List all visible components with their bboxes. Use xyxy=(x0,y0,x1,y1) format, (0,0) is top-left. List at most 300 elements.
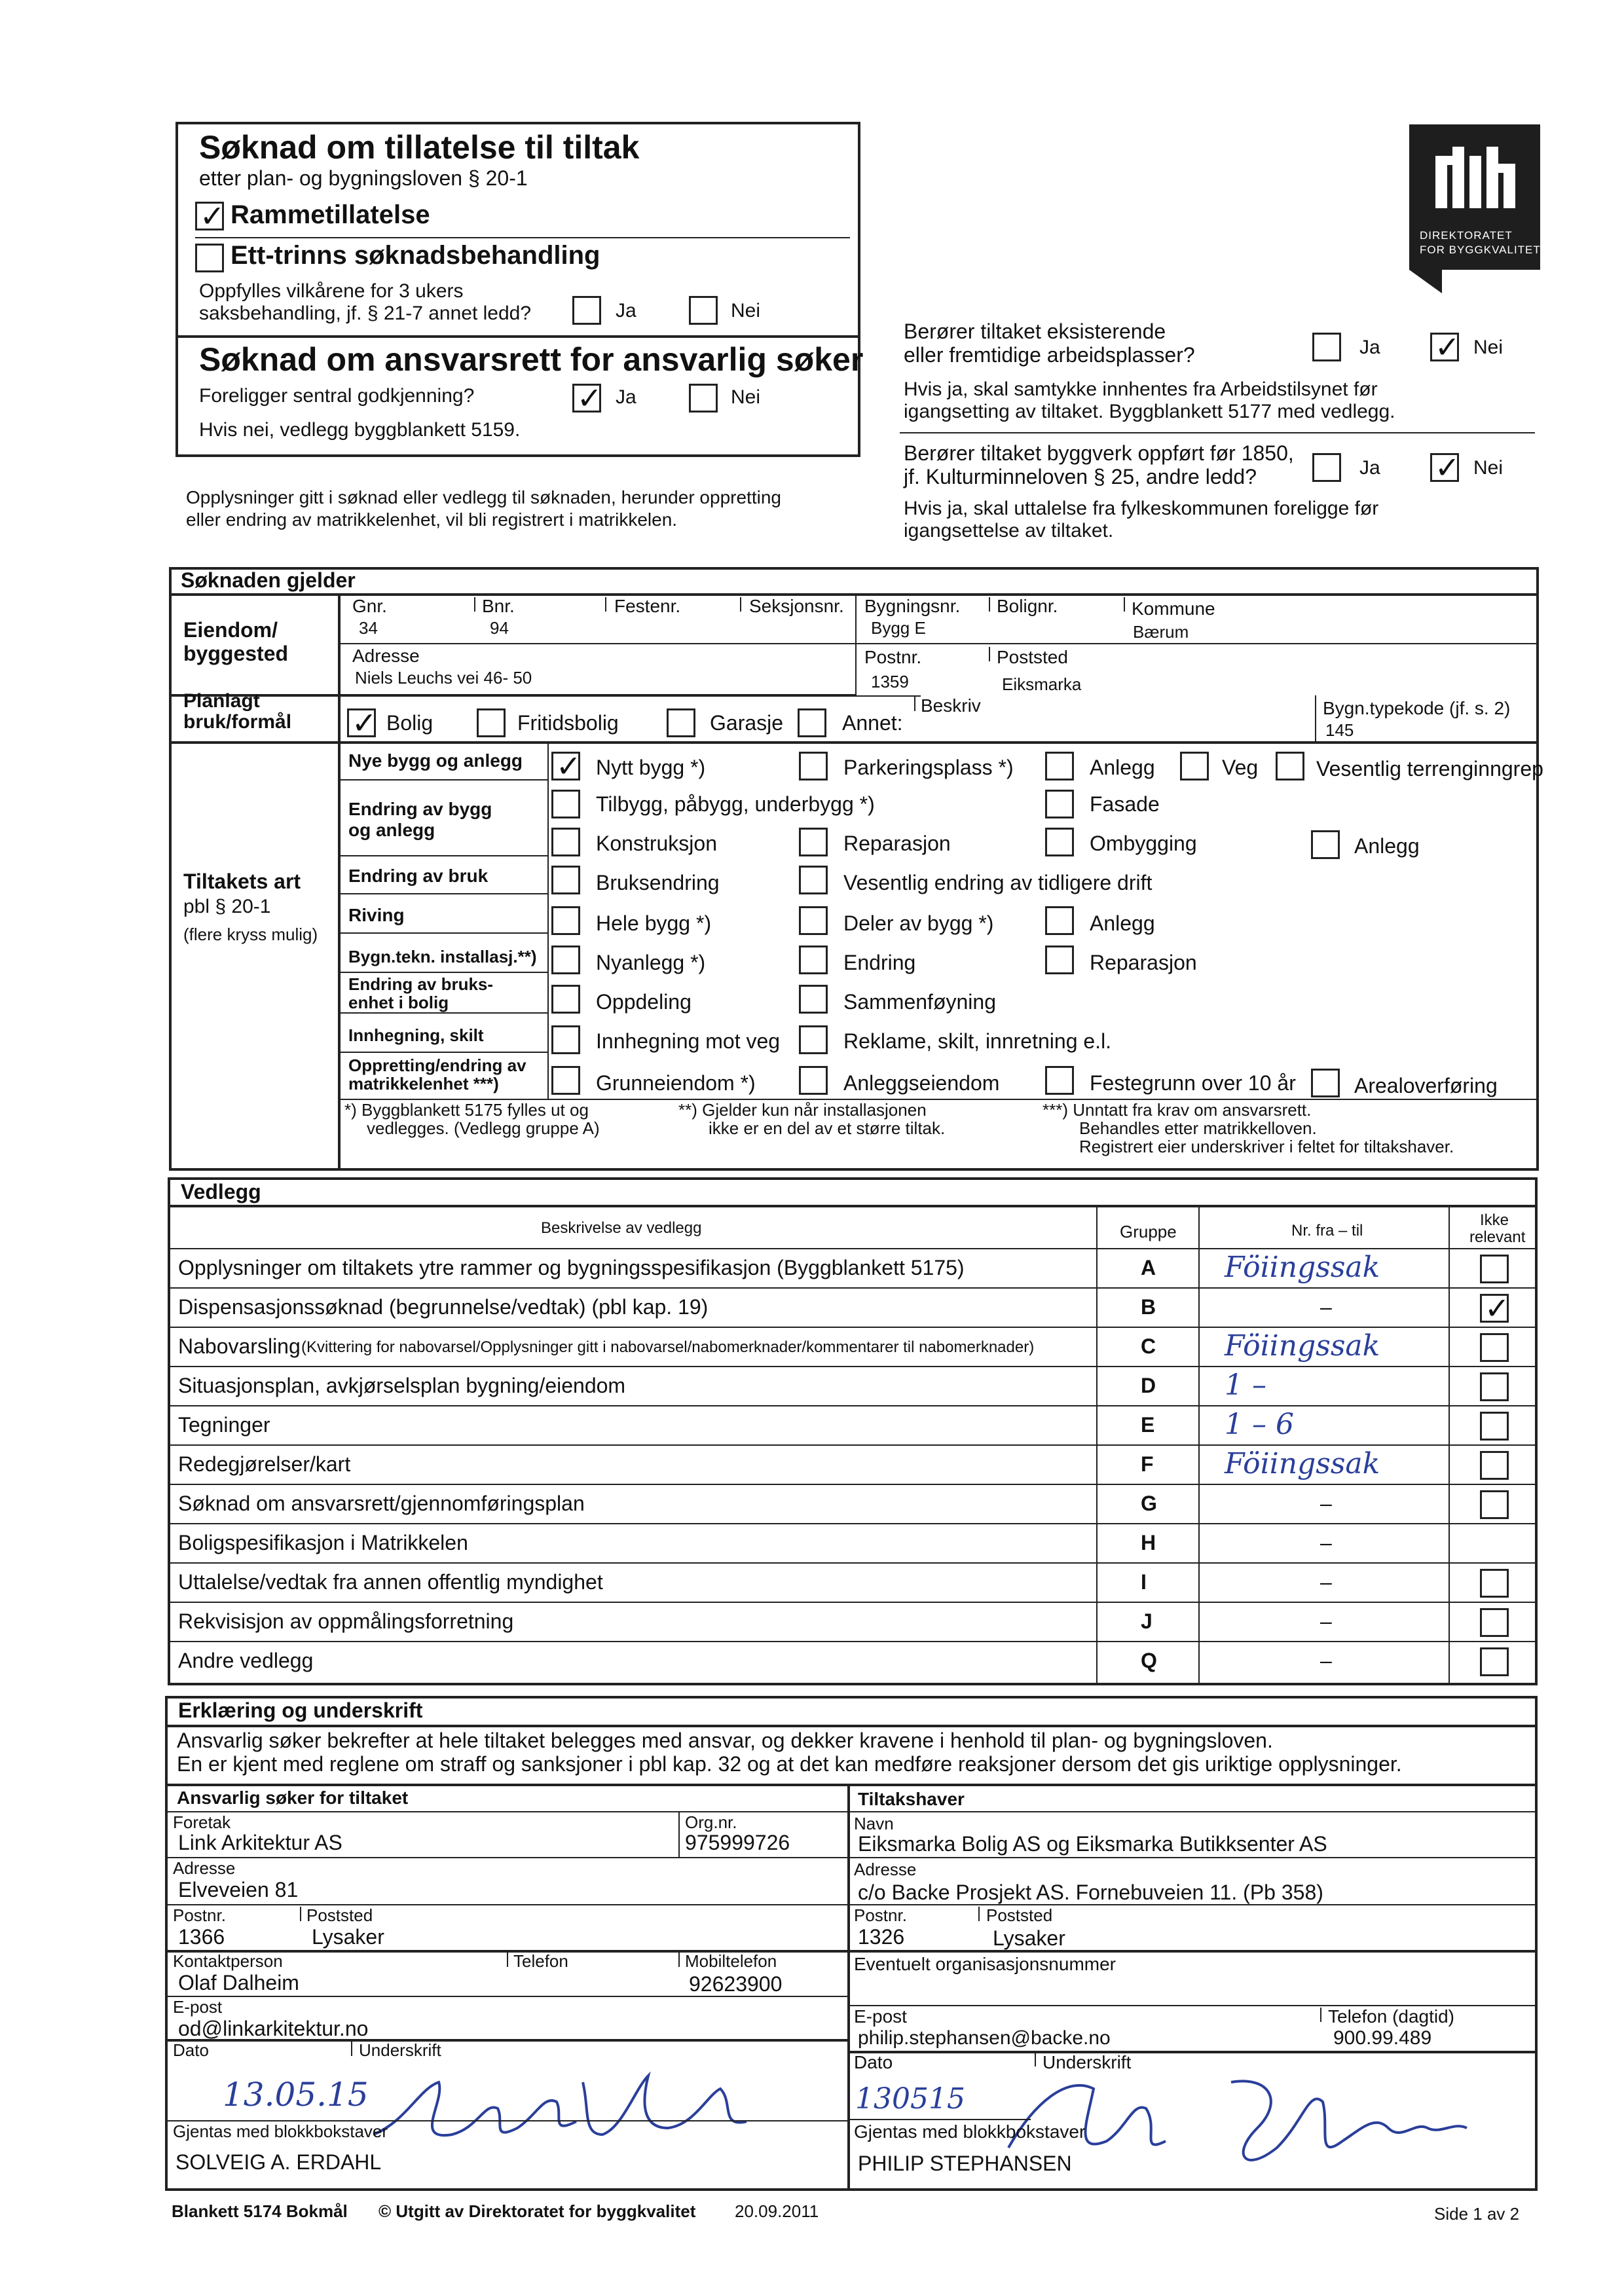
vedlegg-nr[interactable]: Föiingssak xyxy=(1225,1447,1380,1480)
vedlegg-nr[interactable]: – xyxy=(1320,1295,1332,1319)
page-title: Søknad om tillatelse til tiltak xyxy=(199,129,640,166)
epost-value[interactable]: od@linkarkitektur.no xyxy=(178,2017,369,2040)
divider xyxy=(847,1904,1538,1905)
th-underskrift-label: Underskrift xyxy=(1043,2052,1132,2072)
vedlegg-group: C xyxy=(1141,1334,1156,1358)
vedlegg-not-relevant-checkbox[interactable] xyxy=(1480,1451,1509,1480)
gjentas-value[interactable]: SOLVEIG A. ERDAHL xyxy=(175,2150,382,2174)
logo-text-2: FOR BYGGKVALITET xyxy=(1420,244,1541,256)
konstruksjon-label: Konstruksjon xyxy=(596,832,717,855)
reparasjon-label: Reparasjon xyxy=(843,832,951,855)
divider xyxy=(1315,695,1316,741)
adresse-value[interactable]: Niels Leuchs vei 46- 50 xyxy=(355,668,532,688)
divider xyxy=(855,593,857,697)
logo xyxy=(1409,124,1540,270)
garasje-label: Garasje xyxy=(710,711,784,735)
oppfylles-nei-label: Nei xyxy=(731,300,761,321)
bruksendring-checkbox[interactable] xyxy=(551,866,580,894)
footer-form-id: Blankett 5174 Bokmål xyxy=(172,2201,348,2221)
vedlegg-desc: Dispensasjonssøknad (begrunnelse/vedtak) (pbl kap. 19) xyxy=(178,1295,709,1319)
divider xyxy=(338,932,547,934)
bygntype-value[interactable]: 145 xyxy=(1325,720,1354,740)
divider xyxy=(914,697,915,711)
vedlegg-desc: Nabovarsling xyxy=(178,1334,301,1358)
tilbygg-checkbox[interactable] xyxy=(551,790,580,818)
vedlegg-desc: Situasjonsplan, avkjørselsplan bygning/eiendom xyxy=(178,1374,626,1397)
poststed-value[interactable]: Eiksmarka xyxy=(1002,674,1082,694)
tiltak-label-1: Tiltakets art xyxy=(183,870,301,893)
q1-nei-checkbox[interactable] xyxy=(1430,333,1459,361)
vedlegg-not-relevant-checkbox[interactable] xyxy=(1480,1412,1509,1441)
bnr-label: Bnr. xyxy=(482,596,515,616)
divider xyxy=(978,1907,980,1921)
divider xyxy=(338,1052,547,1053)
oppdeling-label: Oppdeling xyxy=(596,990,692,1014)
erklaering-line2: En er kjent med reglene om straff og sanksjoner i pbl kap. 32 og at det kan medføre reaksjoner dersom det gis uriktige opplysninger. xyxy=(177,1752,1402,1776)
garasje-checkbox[interactable] xyxy=(667,708,695,737)
vedlegg-nr[interactable]: – xyxy=(1320,1609,1332,1633)
kommune-label: Kommune xyxy=(1132,598,1215,619)
q2-note-line1: Hvis ja, skal uttalelse fra fylkeskommunen foreligge før xyxy=(904,498,1379,519)
vedlegg-nr[interactable]: – xyxy=(1320,1492,1332,1515)
divider xyxy=(989,597,990,612)
opplysninger-line2: eller endring av matrikkelenhet, vil bli registrert i matrikkelen. xyxy=(186,509,678,530)
q2-nei-label: Nei xyxy=(1473,457,1504,479)
fritidsbolig-checkbox[interactable] xyxy=(477,708,506,737)
ett-trinns-checkbox[interactable] xyxy=(195,244,224,272)
divider xyxy=(168,1444,1538,1446)
sok-title: Ansvarlig søker for tiltaket xyxy=(177,1788,409,1808)
veg-label: Veg xyxy=(1222,756,1259,779)
divider xyxy=(168,1287,1538,1289)
hele-bygg-label: Hele bygg *) xyxy=(596,911,712,935)
rammetillatelse-checkbox[interactable] xyxy=(195,202,224,230)
epost-label: E-post xyxy=(173,1997,223,2017)
vedlegg-title: Vedlegg xyxy=(181,1180,261,1203)
arealoverforing-label: Arealoverføring xyxy=(1354,1074,1498,1097)
vedlegg-not-relevant-checkbox[interactable] xyxy=(1480,1372,1509,1401)
anlegg-riving-label: Anlegg xyxy=(1090,911,1155,935)
festegrunn-label: Festegrunn over 10 år xyxy=(1090,1071,1296,1095)
dato-label: Dato xyxy=(173,2040,209,2060)
endring-bruks-label-1: Endring av bruks- xyxy=(348,974,494,994)
parkeringsplass-checkbox[interactable] xyxy=(799,752,828,780)
th-tlf-value[interactable]: 900.99.489 xyxy=(1333,2027,1432,2049)
vedlegg-nr[interactable]: 1 – 6 xyxy=(1225,1408,1294,1441)
th-poststed-label: Poststed xyxy=(986,1905,1053,1925)
vedlegg-desc: Søknad om ansvarsrett/gjennomføringsplan xyxy=(178,1492,585,1515)
divider xyxy=(165,1725,1538,1727)
innhegning-veg-checkbox[interactable] xyxy=(551,1025,580,1054)
divider xyxy=(168,1405,1538,1406)
sentral-nei-label: Nei xyxy=(731,386,761,408)
signature-left xyxy=(367,2063,773,2161)
divider xyxy=(847,1950,1538,1953)
divider xyxy=(1124,597,1125,612)
divider xyxy=(165,1996,847,1997)
tiltak-label-2: pbl § 20-1 xyxy=(183,896,271,917)
vedlegg-not-relevant-checkbox[interactable] xyxy=(1480,1294,1509,1323)
footnote-2-line1: **) Gjelder kun når installasjonen xyxy=(678,1100,927,1120)
vedlegg-nr[interactable]: 1 – xyxy=(1225,1368,1266,1402)
logo-corner-icon xyxy=(1409,270,1442,293)
fritidsbolig-label: Fritidsbolig xyxy=(517,711,619,735)
th-adresse-value[interactable]: c/o Backe Prosjekt AS. Fornebuveien 11. (Pb 358) xyxy=(858,1881,1323,1904)
innhegning-label: Innhegning, skilt xyxy=(348,1025,484,1045)
divider xyxy=(168,1484,1538,1485)
deler-bygg-checkbox[interactable] xyxy=(799,906,828,935)
divider xyxy=(169,741,1539,744)
q2-ja-label: Ja xyxy=(1359,457,1380,479)
divider xyxy=(168,1523,1538,1524)
grunneiendom-label: Grunneiendom *) xyxy=(596,1071,756,1095)
divider xyxy=(900,432,1535,433)
nytt-bygg-label: Nytt bygg *) xyxy=(596,756,706,779)
divider xyxy=(338,893,547,894)
vedlegg-nr[interactable]: – xyxy=(1320,1649,1332,1672)
ansvarsrett-title: Søknad om ansvarsrett for ansvarlig søker xyxy=(199,341,864,378)
divider xyxy=(847,2051,1538,2053)
divider xyxy=(847,1784,850,2191)
page-subtitle: etter plan- og bygningsloven § 20-1 xyxy=(199,166,528,190)
vedlegg-not-relevant-checkbox[interactable] xyxy=(1480,1490,1509,1519)
seksjonsnr-label: Seksjonsnr. xyxy=(749,596,844,616)
poststed-value[interactable]: Lysaker xyxy=(312,1925,384,1949)
q2-line1: Berører tiltaket byggverk oppført før 1850, xyxy=(904,441,1294,465)
q2-ja-checkbox[interactable] xyxy=(1312,453,1341,482)
divider xyxy=(847,1857,1538,1858)
q1-line2: eller fremtidige arbeidsplasser? xyxy=(904,343,1195,367)
festenr-label: Festenr. xyxy=(614,596,681,616)
divider xyxy=(165,1784,1538,1786)
sentral-ja-checkbox[interactable] xyxy=(572,384,601,413)
footnote-1-line1: *) Byggblankett 5175 fylles ut og xyxy=(344,1100,589,1120)
vedlegg-nr[interactable]: – xyxy=(1320,1570,1332,1594)
sentral-question: Foreligger sentral godkjenning? xyxy=(199,385,475,407)
telefon-label: Telefon xyxy=(513,1951,568,1971)
endring-bygg-label-2: og anlegg xyxy=(348,820,435,840)
terreng-label: Vesentlig terrenginngrep xyxy=(1316,757,1543,780)
th-epost-value[interactable]: philip.stephansen@backe.no xyxy=(858,2027,1111,2049)
dato-value[interactable]: 13.05.15 xyxy=(223,2076,369,2114)
divider xyxy=(474,597,475,612)
q1-nei-label: Nei xyxy=(1473,337,1504,358)
vedlegg-nr[interactable]: – xyxy=(1320,1531,1332,1554)
vesentlig-endring-label: Vesentlig endring av tidligere drift xyxy=(843,871,1153,894)
arealoverforing-checkbox[interactable] xyxy=(1311,1069,1340,1097)
endring-bruk-label: Endring av bruk xyxy=(348,866,489,886)
logo-mark-icon xyxy=(1409,124,1540,223)
vedlegg-group: G xyxy=(1141,1492,1157,1515)
q1-line1: Berører tiltaket eksisterende xyxy=(904,320,1166,343)
bolig-checkbox[interactable] xyxy=(347,708,376,737)
divider xyxy=(351,2042,352,2056)
oppfylles-nei-checkbox[interactable] xyxy=(689,296,718,325)
postnr-label: Postnr. xyxy=(864,647,922,667)
th-gjentas-value[interactable]: PHILIP STEPHANSEN xyxy=(858,2152,1072,2175)
divider xyxy=(740,597,741,612)
terreng-checkbox[interactable] xyxy=(1276,752,1304,780)
footnote-3-line3: Registrert eier underskriver i feltet for tiltakshaver. xyxy=(1079,1137,1454,1156)
divider xyxy=(165,1904,847,1905)
vedlegg-desc: Rekvisisjon av oppmålingsforretning xyxy=(178,1609,514,1633)
navn-value[interactable]: Eiksmarka Bolig AS og Eiksmarka Butikksenter AS xyxy=(858,1832,1327,1856)
vedlegg-group: J xyxy=(1141,1609,1153,1633)
tilbygg-label: Tilbygg, påbygg, underbygg *) xyxy=(596,792,875,816)
oppfylles-line2: saksbehandling, jf. § 21-7 annet ledd? xyxy=(199,303,532,324)
reparasjon-tekn-label: Reparasjon xyxy=(1090,951,1197,974)
vedlegg-desc: Redegjørelser/kart xyxy=(178,1452,351,1476)
vedlegg-desc: Uttalelse/vedtak fra annen offentlig myndighet xyxy=(178,1570,603,1594)
innhegning-veg-label: Innhegning mot veg xyxy=(596,1029,781,1053)
divider xyxy=(338,593,341,1171)
fasade-label: Fasade xyxy=(1090,792,1160,816)
postnr-value[interactable]: 1366 xyxy=(178,1925,225,1949)
vedlegg-desc: Tegninger xyxy=(178,1413,270,1437)
vedlegg-group: I xyxy=(1141,1570,1147,1594)
divider xyxy=(605,597,606,612)
oppfylles-line1: Oppfylles vilkårene for 3 ukers xyxy=(199,280,464,302)
bruksendring-label: Bruksendring xyxy=(596,871,720,894)
q2-nei-checkbox[interactable] xyxy=(1430,453,1459,482)
footer-page: Side 1 av 2 xyxy=(1434,2204,1520,2224)
col-desc-header: Beskrivelse av vedlegg xyxy=(541,1219,702,1237)
vedlegg-desc: Andre vedlegg xyxy=(178,1649,314,1672)
oppfylles-ja-checkbox[interactable] xyxy=(572,296,601,325)
col-nr-header: Nr. fra – til xyxy=(1291,1222,1363,1239)
poststed-label: Poststed xyxy=(306,1905,373,1925)
divider xyxy=(338,855,547,856)
divider xyxy=(168,1205,1538,1207)
divider xyxy=(168,1562,1538,1564)
divider xyxy=(195,237,850,238)
bygningsnr-value[interactable]: Bygg E xyxy=(871,618,926,638)
divider xyxy=(168,1248,1538,1249)
foretak-label: Foretak xyxy=(173,1812,231,1832)
divider xyxy=(338,972,547,973)
col-ikke-header-1: Ikke xyxy=(1480,1211,1509,1229)
oppretting-label-2: matrikkelenhet ***) xyxy=(348,1074,499,1093)
bygningsnr-label: Bygningsnr. xyxy=(864,596,961,616)
footnote-3-line2: Behandles etter matrikkelloven. xyxy=(1079,1118,1317,1138)
footnote-2-line2: ikke er en del av et større tiltak. xyxy=(709,1118,946,1138)
gjentas-label: Gjentas med blokkbokstaver xyxy=(173,2121,388,2141)
veg-checkbox[interactable] xyxy=(1180,752,1209,780)
vedlegg-not-relevant-checkbox[interactable] xyxy=(1480,1647,1509,1676)
divider xyxy=(165,2039,847,2042)
th-adresse-label: Adresse xyxy=(854,1860,917,1879)
reparasjon-checkbox[interactable] xyxy=(799,828,828,856)
kontakt-label: Kontaktperson xyxy=(173,1951,283,1971)
divider xyxy=(175,335,860,338)
orgnr-label: Org.nr. xyxy=(685,1812,737,1832)
kommune-value[interactable]: Bærum xyxy=(1133,622,1189,642)
nyanlegg-label: Nyanlegg *) xyxy=(596,951,706,974)
bolignr-label: Bolignr. xyxy=(997,596,1058,616)
divider xyxy=(855,695,921,697)
ett-trinns-label: Ett-trinns søknadsbehandling xyxy=(231,241,600,270)
hvis-nei-note: Hvis nei, vedlegg byggblankett 5159. xyxy=(199,419,521,441)
footnote-1-line2: vedlegges. (Vedlegg gruppe A) xyxy=(367,1118,600,1138)
divider xyxy=(547,741,549,1099)
th-title: Tiltakshaver xyxy=(858,1789,965,1809)
vedlegg-nr[interactable]: Föiingssak xyxy=(1225,1329,1380,1363)
ombygging-checkbox[interactable] xyxy=(1045,828,1074,856)
nytt-bygg-checkbox[interactable] xyxy=(551,752,580,780)
nye-bygg-label: Nye bygg og anlegg xyxy=(348,750,523,771)
endring-bygg-label-1: Endring av bygg xyxy=(348,799,492,819)
endring-checkbox[interactable] xyxy=(799,946,828,974)
anleggseiendom-checkbox[interactable] xyxy=(799,1066,828,1095)
th-postnr-value[interactable]: 1326 xyxy=(858,1925,905,1949)
divider xyxy=(169,694,857,697)
vedlegg-not-relevant-checkbox[interactable] xyxy=(1480,1255,1509,1283)
th-dato-value[interactable]: 130515 xyxy=(855,2082,965,2116)
erklaering-title: Erklæring og underskrift xyxy=(178,1698,423,1722)
endring-label: Endring xyxy=(843,951,916,974)
divider xyxy=(168,1366,1538,1367)
vedlegg-nr[interactable]: Föiingssak xyxy=(1225,1251,1380,1284)
divider xyxy=(338,779,547,780)
footnote-3-line1: ***) Unntatt fra krav om ansvarsrett. xyxy=(1043,1100,1312,1120)
th-gjentas-label: Gjentas med blokkbokstaver xyxy=(854,2121,1086,2142)
bolig-label: Bolig xyxy=(386,711,434,735)
vedlegg-desc: Opplysninger om tiltakets ytre rammer og bygningsspesifikasjon (Byggblankett 5175) xyxy=(178,1256,965,1279)
sentral-ja-label: Ja xyxy=(616,386,637,408)
sammenfoyning-checkbox[interactable] xyxy=(799,985,828,1014)
vedlegg-group: A xyxy=(1141,1256,1156,1279)
gnr-label: Gnr. xyxy=(352,596,387,616)
annet-label: Annet: xyxy=(842,711,903,735)
hele-bygg-checkbox[interactable] xyxy=(551,906,580,935)
gnr-value[interactable]: 34 xyxy=(359,618,378,638)
opplysninger-line1: Opplysninger gitt i søknad eller vedlegg til søknaden, herunder oppretting xyxy=(186,487,781,507)
riving-label: Riving xyxy=(348,905,405,925)
fasade-checkbox[interactable] xyxy=(1045,790,1074,818)
postnr-label: Postnr. xyxy=(173,1905,226,1925)
footer-publisher: © Utgitt av Direktoratet for byggkvalitet xyxy=(378,2201,696,2221)
adresse-label: Adresse xyxy=(352,646,420,666)
bygn-tekn-label: Bygn.tekn. installasj.**) xyxy=(348,947,537,966)
col-gruppe-header: Gruppe xyxy=(1120,1222,1177,1241)
footer-date: 20.09.2011 xyxy=(735,2201,819,2221)
vedlegg-group: H xyxy=(1141,1531,1156,1554)
bnr-value[interactable]: 94 xyxy=(490,618,509,638)
vedlegg-not-relevant-checkbox[interactable] xyxy=(1480,1569,1509,1598)
org-label: Eventuelt organisasjonsnummer xyxy=(854,1954,1116,1974)
mobil-label: Mobiltelefon xyxy=(685,1951,777,1971)
poststed-label: Poststed xyxy=(997,647,1068,667)
eiendom-label-2: byggested xyxy=(183,642,289,665)
adresse-label: Adresse xyxy=(173,1858,236,1878)
konstruksjon-checkbox[interactable] xyxy=(551,828,580,856)
anlegg-checkbox[interactable] xyxy=(1045,752,1074,780)
oppdeling-checkbox[interactable] xyxy=(551,985,580,1014)
reklame-label: Reklame, skilt, innretning e.l. xyxy=(843,1029,1112,1053)
vedlegg-not-relevant-checkbox[interactable] xyxy=(1480,1333,1509,1362)
foretak-value[interactable]: Link Arkitektur AS xyxy=(178,1831,342,1854)
erklaering-line1: Ansvarlig søker bekrefter at hele tiltaket belegges med ansvar, og dekker kravene i henhold til plan- og bygningsloven. xyxy=(177,1729,1273,1752)
orgnr-value[interactable]: 975999726 xyxy=(685,1831,790,1854)
adresse-value[interactable]: Elveveien 81 xyxy=(178,1878,299,1901)
th-epost-label: E-post xyxy=(854,2006,907,2027)
mobil-value[interactable]: 92623900 xyxy=(689,1972,783,1996)
vedlegg-group: E xyxy=(1141,1413,1155,1437)
anlegg-endring-label: Anlegg xyxy=(1354,834,1420,858)
divider xyxy=(678,1953,680,1967)
anlegg-endring-checkbox[interactable] xyxy=(1311,830,1340,859)
th-poststed-value[interactable]: Lysaker xyxy=(993,1926,1065,1950)
ombygging-label: Ombygging xyxy=(1090,832,1197,855)
postnr-value[interactable]: 1359 xyxy=(871,672,909,691)
anlegg-riving-checkbox[interactable] xyxy=(1045,906,1074,935)
divider xyxy=(165,1857,847,1858)
anleggseiendom-label: Anleggseiendom xyxy=(843,1071,1000,1095)
divider xyxy=(678,1811,680,1857)
vedlegg-desc: Boligspesifikasjon i Matrikkelen xyxy=(178,1531,468,1554)
vesentlig-endring-checkbox[interactable] xyxy=(799,866,828,894)
divider xyxy=(507,1953,508,1967)
planlagt-label-1: Planlagt xyxy=(183,690,260,712)
th-postnr-label: Postnr. xyxy=(854,1905,907,1925)
q1-ja-label: Ja xyxy=(1359,337,1380,358)
logo-text-1: DIREKTORATET xyxy=(1420,229,1513,242)
q1-note-line2: igangsetting av tiltaket. Byggblankett 5177 med vedlegg. xyxy=(904,401,1395,422)
endring-bruks-label-2: enhet i bolig xyxy=(348,993,449,1012)
divider xyxy=(165,1950,168,2039)
col-ikke-header-2: relevant xyxy=(1469,1228,1526,1246)
deler-bygg-label: Deler av bygg *) xyxy=(843,911,994,935)
eiendom-label-1: Eiendom/ xyxy=(183,618,278,642)
q2-line2: jf. Kulturminneloven § 25, andre ledd? xyxy=(904,465,1257,488)
divider xyxy=(989,647,990,661)
vedlegg-not-relevant-checkbox[interactable] xyxy=(1480,1608,1509,1637)
sentral-nei-checkbox[interactable] xyxy=(689,384,718,413)
q1-ja-checkbox[interactable] xyxy=(1312,333,1341,361)
soknaden-title: Søknaden gjelder xyxy=(181,568,356,592)
grunneiendom-checkbox[interactable] xyxy=(551,1066,580,1095)
tiltak-label-3: (flere kryss mulig) xyxy=(183,925,318,944)
oppfylles-ja-label: Ja xyxy=(616,300,637,321)
vedlegg-group: B xyxy=(1141,1295,1156,1319)
kontakt-value[interactable]: Olaf Dalheim xyxy=(178,1971,299,1994)
festegrunn-checkbox[interactable] xyxy=(1045,1066,1074,1095)
th-tlf-label: Telefon (dagtid) xyxy=(1328,2006,1455,2027)
planlagt-label-2: bruk/formål xyxy=(183,711,292,733)
rammetillatelse-label: Rammetillatelse xyxy=(231,200,430,229)
q1-note-line1: Hvis ja, skal samtykke innhentes fra Arbeidstilsynet før xyxy=(904,378,1378,400)
annet-checkbox[interactable] xyxy=(798,708,826,737)
beskriv-label: Beskriv xyxy=(921,695,981,716)
divider xyxy=(338,643,1539,644)
nyanlegg-checkbox[interactable] xyxy=(551,946,580,974)
divider xyxy=(168,1327,1538,1328)
sammenfoyning-label: Sammenføyning xyxy=(843,990,996,1014)
divider xyxy=(847,1811,1538,1812)
th-dato-label: Dato xyxy=(854,2052,893,2072)
divider xyxy=(1320,2008,1321,2022)
vedlegg-desc-small: (Kvittering for nabovarsel/Opplysninger gitt i nabovarsel/nabomerknader/kommentarer til nabomerknader) xyxy=(301,1338,1035,1356)
reparasjon-tekn-checkbox[interactable] xyxy=(1045,946,1074,974)
underskrift-label: Underskrift xyxy=(359,2040,441,2060)
bygntype-label: Bygn.typekode (jf. s. 2) xyxy=(1323,698,1511,718)
anlegg-label: Anlegg xyxy=(1090,756,1155,779)
vedlegg-group: Q xyxy=(1141,1649,1157,1672)
navn-label: Navn xyxy=(854,1814,894,1833)
divider xyxy=(168,1641,1538,1642)
reklame-checkbox[interactable] xyxy=(799,1025,828,1054)
parkeringsplass-label: Parkeringsplass *) xyxy=(843,756,1014,779)
